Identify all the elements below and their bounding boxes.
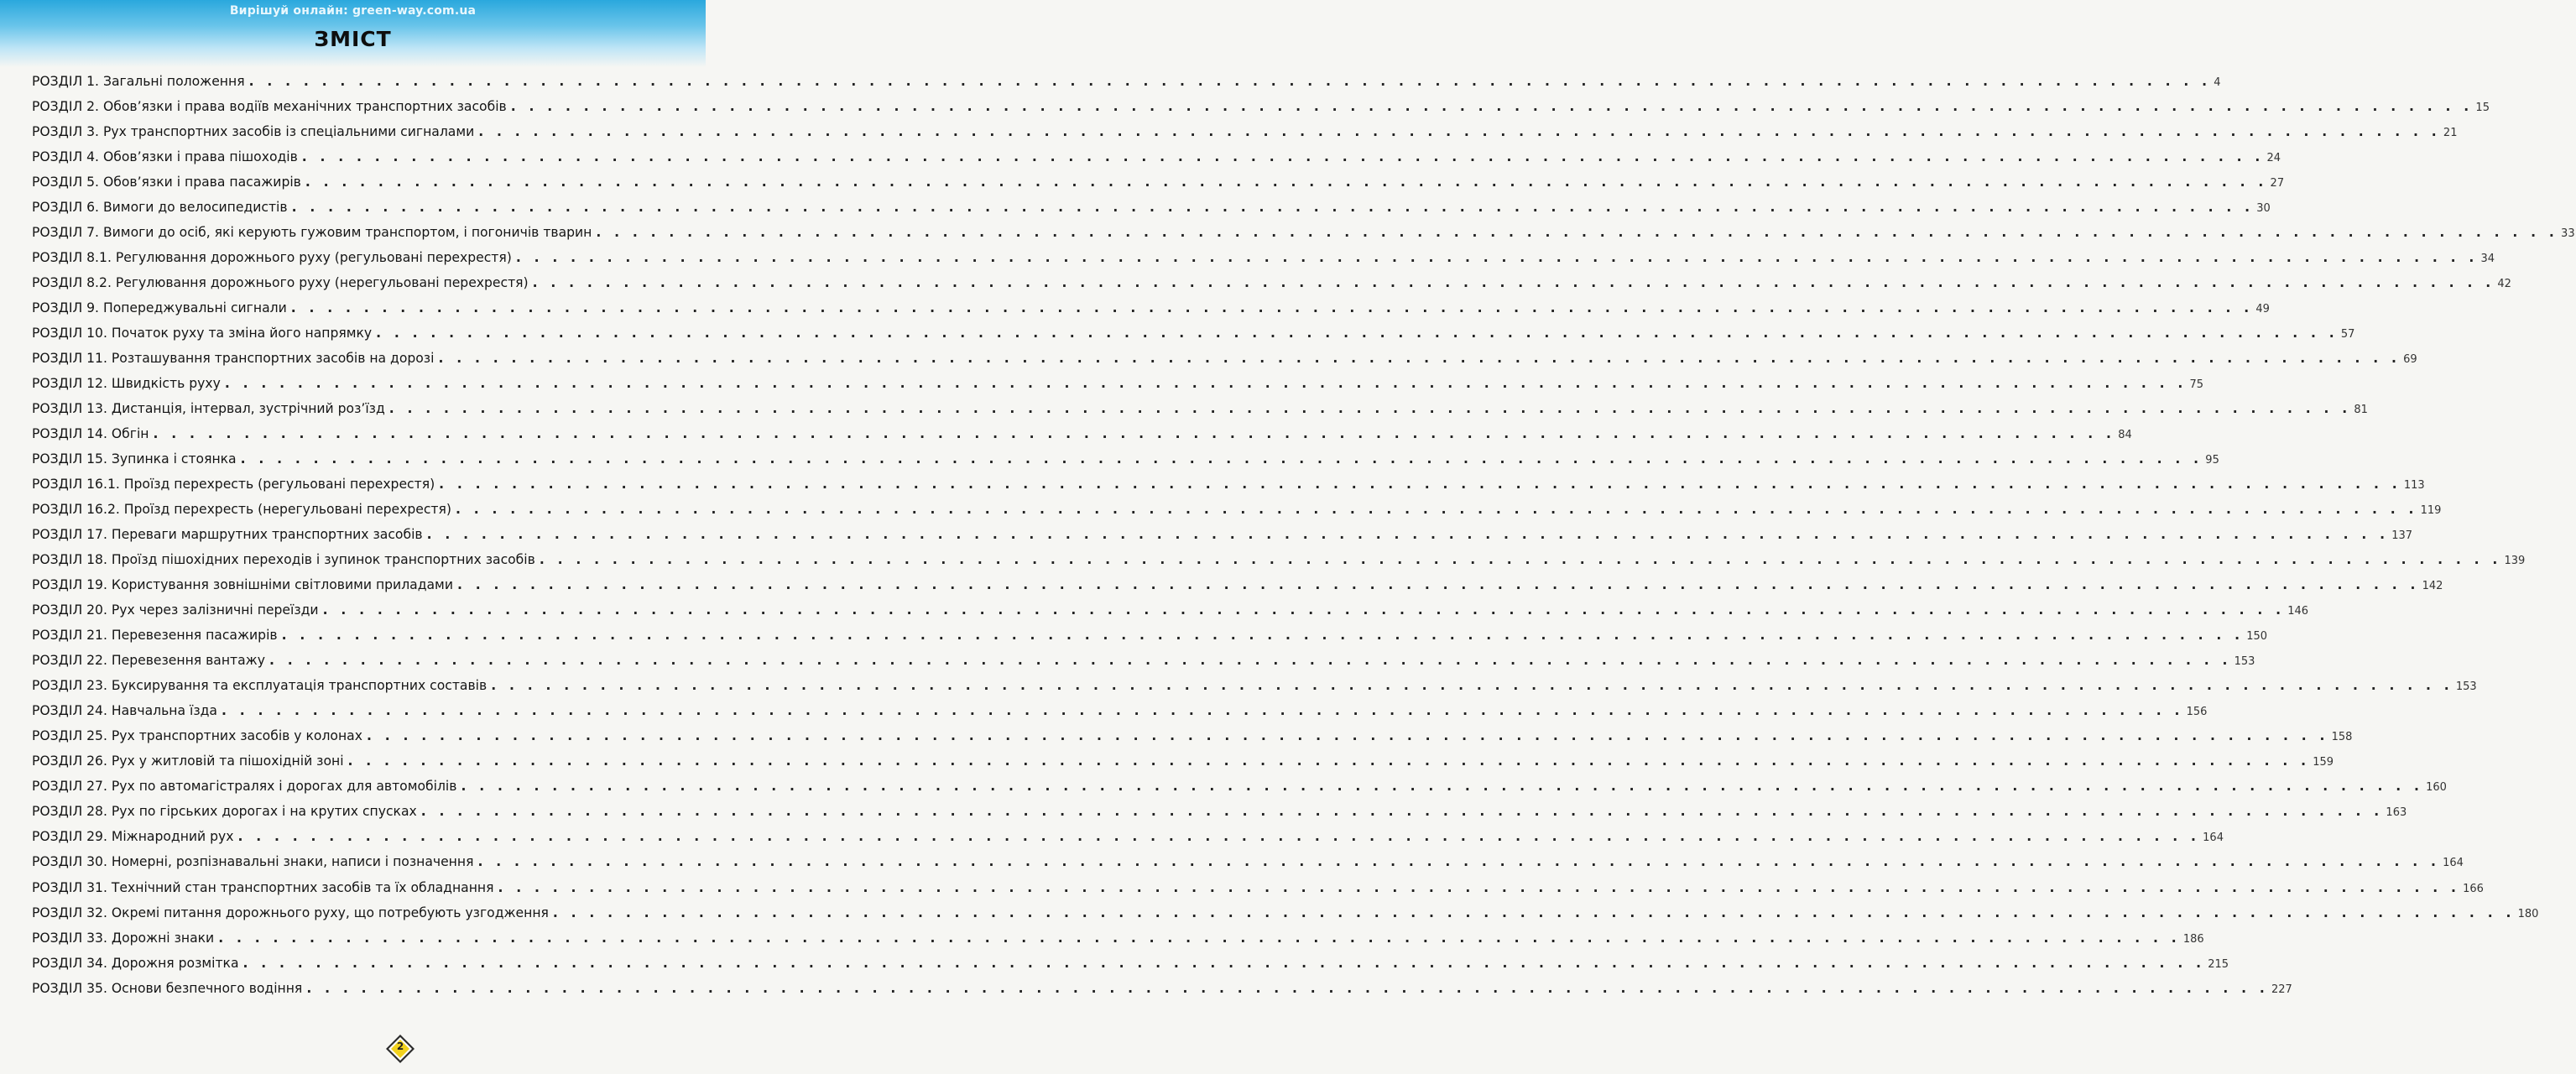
dot-leader xyxy=(461,774,2423,799)
toc-entry[interactable] xyxy=(32,346,2417,371)
dot-leader xyxy=(533,270,2495,295)
toc-entry[interactable] xyxy=(32,799,2407,824)
toc-entry-label: РОЗДІЛ 8.1. Регулювання дорожнього руху (регульовані перехрестя) xyxy=(32,250,512,266)
toc-entry-page: 142 xyxy=(2422,580,2443,593)
toc-entry[interactable] xyxy=(32,321,2355,346)
toc-entry[interactable] xyxy=(32,144,2281,169)
toc-entry-label: РОЗДІЛ 1. Загальні положення xyxy=(32,74,245,89)
toc-entry-label: РОЗДІЛ 3. Рух транспортних засобів із спеціальними сигналами xyxy=(32,124,475,140)
toc-entry-page: 153 xyxy=(2455,680,2477,694)
toc-entry[interactable] xyxy=(32,169,2285,195)
dot-leader xyxy=(305,169,2268,195)
dot-leader xyxy=(456,497,2418,522)
toc-entry[interactable] xyxy=(32,976,2292,1001)
toc-entry-label: РОЗДІЛ 2. Обов’язки і права водіїв механічних транспортних засобів xyxy=(32,99,507,115)
toc-entry-page: 156 xyxy=(2186,706,2208,719)
dot-leader xyxy=(323,597,2286,623)
toc-entry[interactable] xyxy=(32,673,2477,698)
toc-entry-label: РОЗДІЛ 27. Рух по автомагістралях і дорогах для автомобілів xyxy=(32,779,457,795)
toc-entry-page: 166 xyxy=(2463,882,2484,895)
toc-entry-label: РОЗДІЛ 17. Переваги маршрутних транспортних засобів xyxy=(32,527,423,543)
toc-entry-page: 113 xyxy=(2403,479,2425,493)
toc-entry-page: 95 xyxy=(2205,454,2219,467)
toc-entry[interactable] xyxy=(32,94,2490,119)
toc-entry-label: РОЗДІЛ 24. Навчальна їзда xyxy=(32,703,217,719)
dot-leader xyxy=(511,94,2474,119)
toc-entry-page: 160 xyxy=(2426,781,2447,795)
toc-entry-label: РОЗДІЛ 6. Вимоги до велосипедистів xyxy=(32,200,288,216)
toc-entry-label: РОЗДІЛ 22. Перевезення вантажу xyxy=(32,653,265,669)
toc-entry[interactable] xyxy=(32,119,2458,144)
toc-entry-page: 150 xyxy=(2246,630,2268,644)
dot-leader xyxy=(491,673,2453,698)
toc-entry-page: 164 xyxy=(2443,857,2464,870)
toc-entry[interactable] xyxy=(32,371,2204,396)
dot-leader xyxy=(553,900,2516,925)
toc-entry-label: РОЗДІЛ 8.2. Регулювання дорожнього руху (нерегульовані перехрестя) xyxy=(32,275,529,291)
dot-leader xyxy=(457,572,2420,597)
toc-entry-label: РОЗДІЛ 21. Перевезення пасажирів xyxy=(32,628,278,644)
toc-entry-page: 84 xyxy=(2118,429,2132,442)
toc-entry-label: РОЗДІЛ 35. Основи безпечного водіння xyxy=(32,980,303,996)
toc-entry-label: РОЗДІЛ 19. Користування зовнішніми світловими приладами xyxy=(32,577,453,593)
toc-entry-page: 180 xyxy=(2517,907,2539,920)
toc-entry-page: 42 xyxy=(2497,278,2511,291)
toc-entry-page: 164 xyxy=(2203,832,2224,845)
toc-entry-label: РОЗДІЛ 7. Вимоги до осіб, які керують гужовим транспортом, і погоничів тварин xyxy=(32,225,592,241)
toc-entry-label: РОЗДІЛ 14. Обгін xyxy=(32,426,149,442)
toc-entry[interactable] xyxy=(32,572,2443,597)
toc-entry[interactable] xyxy=(32,824,2224,849)
toc-entry[interactable] xyxy=(32,220,2575,245)
dot-leader xyxy=(516,245,2479,270)
toc-entry-label: РОЗДІЛ 30. Номерні, розпізнавальні знаки, написи і позначення xyxy=(32,854,474,870)
toc-entry-page: 227 xyxy=(2271,983,2292,996)
toc-entry[interactable] xyxy=(32,446,2219,472)
toc-entry-page: 49 xyxy=(2255,303,2270,316)
dot-leader xyxy=(218,925,2181,951)
toc-entry[interactable] xyxy=(32,421,2132,446)
toc-entry-label: РОЗДІЛ 29. Міжнародний рух xyxy=(32,829,234,845)
toc-entry-page: 153 xyxy=(2234,655,2255,669)
dot-leader xyxy=(389,396,2352,421)
dot-leader xyxy=(249,69,2212,94)
dot-leader xyxy=(478,119,2441,144)
toc-entry-page: 75 xyxy=(2189,378,2204,392)
toc-entry-page: 158 xyxy=(2331,731,2353,744)
toc-entry-label: РОЗДІЛ 10. Початок руху та зміна його напрямку xyxy=(32,326,373,341)
dot-leader xyxy=(540,547,2502,572)
toc-entry[interactable] xyxy=(32,723,2353,748)
toc-entry-label: РОЗДІЛ 33. Дорожні знаки xyxy=(32,930,215,946)
toc-entry-page: 57 xyxy=(2340,328,2355,341)
dot-leader xyxy=(367,723,2329,748)
toc-entry[interactable] xyxy=(32,245,2495,270)
toc-entry-label: РОЗДІЛ 16.1. Проїзд перехресть (регульовані перехрестя) xyxy=(32,477,435,493)
toc-entry[interactable] xyxy=(32,623,2268,648)
dot-leader xyxy=(421,799,2384,824)
toc-entry-page: 137 xyxy=(2391,529,2413,543)
dot-leader xyxy=(282,623,2245,648)
toc-entry-label: РОЗДІЛ 16.2. Проїзд перехресть (нерегульовані перехрестя) xyxy=(32,502,451,518)
toc-entry-page: 146 xyxy=(2287,605,2309,618)
toc-entry[interactable] xyxy=(32,748,2334,774)
toc-entry-page: 186 xyxy=(2182,932,2204,946)
toc-entry[interactable] xyxy=(32,547,2526,572)
dot-leader xyxy=(439,472,2401,497)
toc-entry[interactable] xyxy=(32,295,2270,321)
toc-entry-label: РОЗДІЛ 26. Рух у житловій та пішохідній зоні xyxy=(32,753,344,769)
dot-leader xyxy=(291,295,2254,321)
toc-entry-label: РОЗДІЛ 12. Швидкість руху xyxy=(32,376,221,392)
toc-entry-label: РОЗДІЛ 31. Технічний стан транспортних засобів та їх обладнання xyxy=(32,879,494,895)
toc-entry-label: РОЗДІЛ 15. Зупинка і стоянка xyxy=(32,451,237,467)
dot-leader xyxy=(237,824,2200,849)
toc-entry[interactable] xyxy=(32,270,2511,295)
toc-entry-page: 163 xyxy=(2386,806,2407,820)
dot-leader xyxy=(225,371,2188,396)
dot-leader xyxy=(498,875,2460,900)
toc-entry[interactable] xyxy=(32,396,2368,421)
dot-leader xyxy=(269,648,2232,673)
dot-leader xyxy=(302,144,2265,169)
dot-leader xyxy=(154,421,2116,446)
toc-entry-page: 159 xyxy=(2313,756,2334,769)
toc-entry-label: РОЗДІЛ 32. Окремі питання дорожнього руху, що потребують узгодження xyxy=(32,905,549,920)
site-banner[interactable]: Вирішуй онлайн: green-way.com.ua xyxy=(229,4,477,18)
toc-entry[interactable] xyxy=(32,849,2464,874)
toc-entry-label: РОЗДІЛ 5. Обов’язки і права пасажирів xyxy=(32,175,301,190)
dot-leader xyxy=(477,849,2440,874)
toc-entry-label: РОЗДІЛ 34. Дорожня розмітка xyxy=(32,955,239,971)
dot-leader xyxy=(241,446,2203,472)
toc-entry-page: 4 xyxy=(2214,76,2221,89)
toc-entry-label: РОЗДІЛ 18. Проїзд пішохідних переходів і зупинок транспортних засобів xyxy=(32,552,535,568)
toc-entry-label: РОЗДІЛ 13. Дистанція, інтервал, зустрічний роз’їзд xyxy=(32,401,385,417)
toc-entry[interactable] xyxy=(32,195,2271,220)
dot-leader xyxy=(292,195,2255,220)
toc-entry-label: РОЗДІЛ 11. Розташування транспортних засобів на дорозі xyxy=(32,351,435,367)
toc-entry[interactable] xyxy=(32,875,2484,900)
toc-entry-label: РОЗДІЛ 20. Рух через залізничні переїзди xyxy=(32,602,319,618)
toc-entry[interactable] xyxy=(32,597,2309,623)
dot-leader xyxy=(438,346,2401,371)
toc-entry-label: РОЗДІЛ 25. Рух транспортних засобів у колонах xyxy=(32,728,362,744)
dot-leader xyxy=(222,698,2184,723)
toc-entry[interactable] xyxy=(32,522,2413,547)
toc-entry-page: 119 xyxy=(2420,504,2442,518)
toc-entry-page: 15 xyxy=(2475,102,2490,115)
toc-entry[interactable] xyxy=(32,497,2442,522)
toc-entry[interactable] xyxy=(32,69,2221,94)
toc-entry-page: 21 xyxy=(2443,127,2458,140)
toc-entry[interactable] xyxy=(32,900,2539,925)
toc-entry[interactable] xyxy=(32,698,2208,723)
toc-entry[interactable] xyxy=(32,648,2255,673)
dot-leader xyxy=(376,321,2339,346)
page-title: ЗМІСТ xyxy=(314,27,392,51)
toc-entry-page: 33 xyxy=(2561,227,2575,241)
toc-entry-page: 30 xyxy=(2256,202,2271,216)
toc-entry-page: 139 xyxy=(2504,555,2526,568)
toc-entry-label: РОЗДІЛ 23. Буксирування та експлуатація транспортних составів xyxy=(32,678,488,694)
dot-leader xyxy=(596,220,2558,245)
toc-entry-label: РОЗДІЛ 4. Обов’язки і права пішоходів xyxy=(32,149,298,165)
toc-entry[interactable] xyxy=(32,774,2447,799)
toc-entry-page: 69 xyxy=(2403,353,2417,367)
toc-entry[interactable] xyxy=(32,951,2229,976)
toc-entry[interactable] xyxy=(32,925,2204,951)
toc-entry-page: 24 xyxy=(2266,152,2281,165)
toc-entry-page: 215 xyxy=(2208,957,2229,971)
dot-leader xyxy=(427,522,2390,547)
table-of-contents xyxy=(32,69,2575,1001)
toc-entry-label: РОЗДІЛ 9. Попереджувальні сигнали xyxy=(32,300,287,316)
toc-entry-label: РОЗДІЛ 28. Рух по гірських дорогах і на крутих спусках xyxy=(32,804,417,820)
dot-leader xyxy=(243,951,2206,976)
toc-entry-page: 27 xyxy=(2270,177,2285,190)
toc-entry-page: 34 xyxy=(2480,253,2495,266)
dot-leader xyxy=(306,976,2269,1001)
toc-entry[interactable] xyxy=(32,472,2425,497)
page-number: 2 xyxy=(396,1040,404,1052)
dot-leader xyxy=(348,748,2311,774)
toc-entry-page: 81 xyxy=(2354,404,2368,417)
